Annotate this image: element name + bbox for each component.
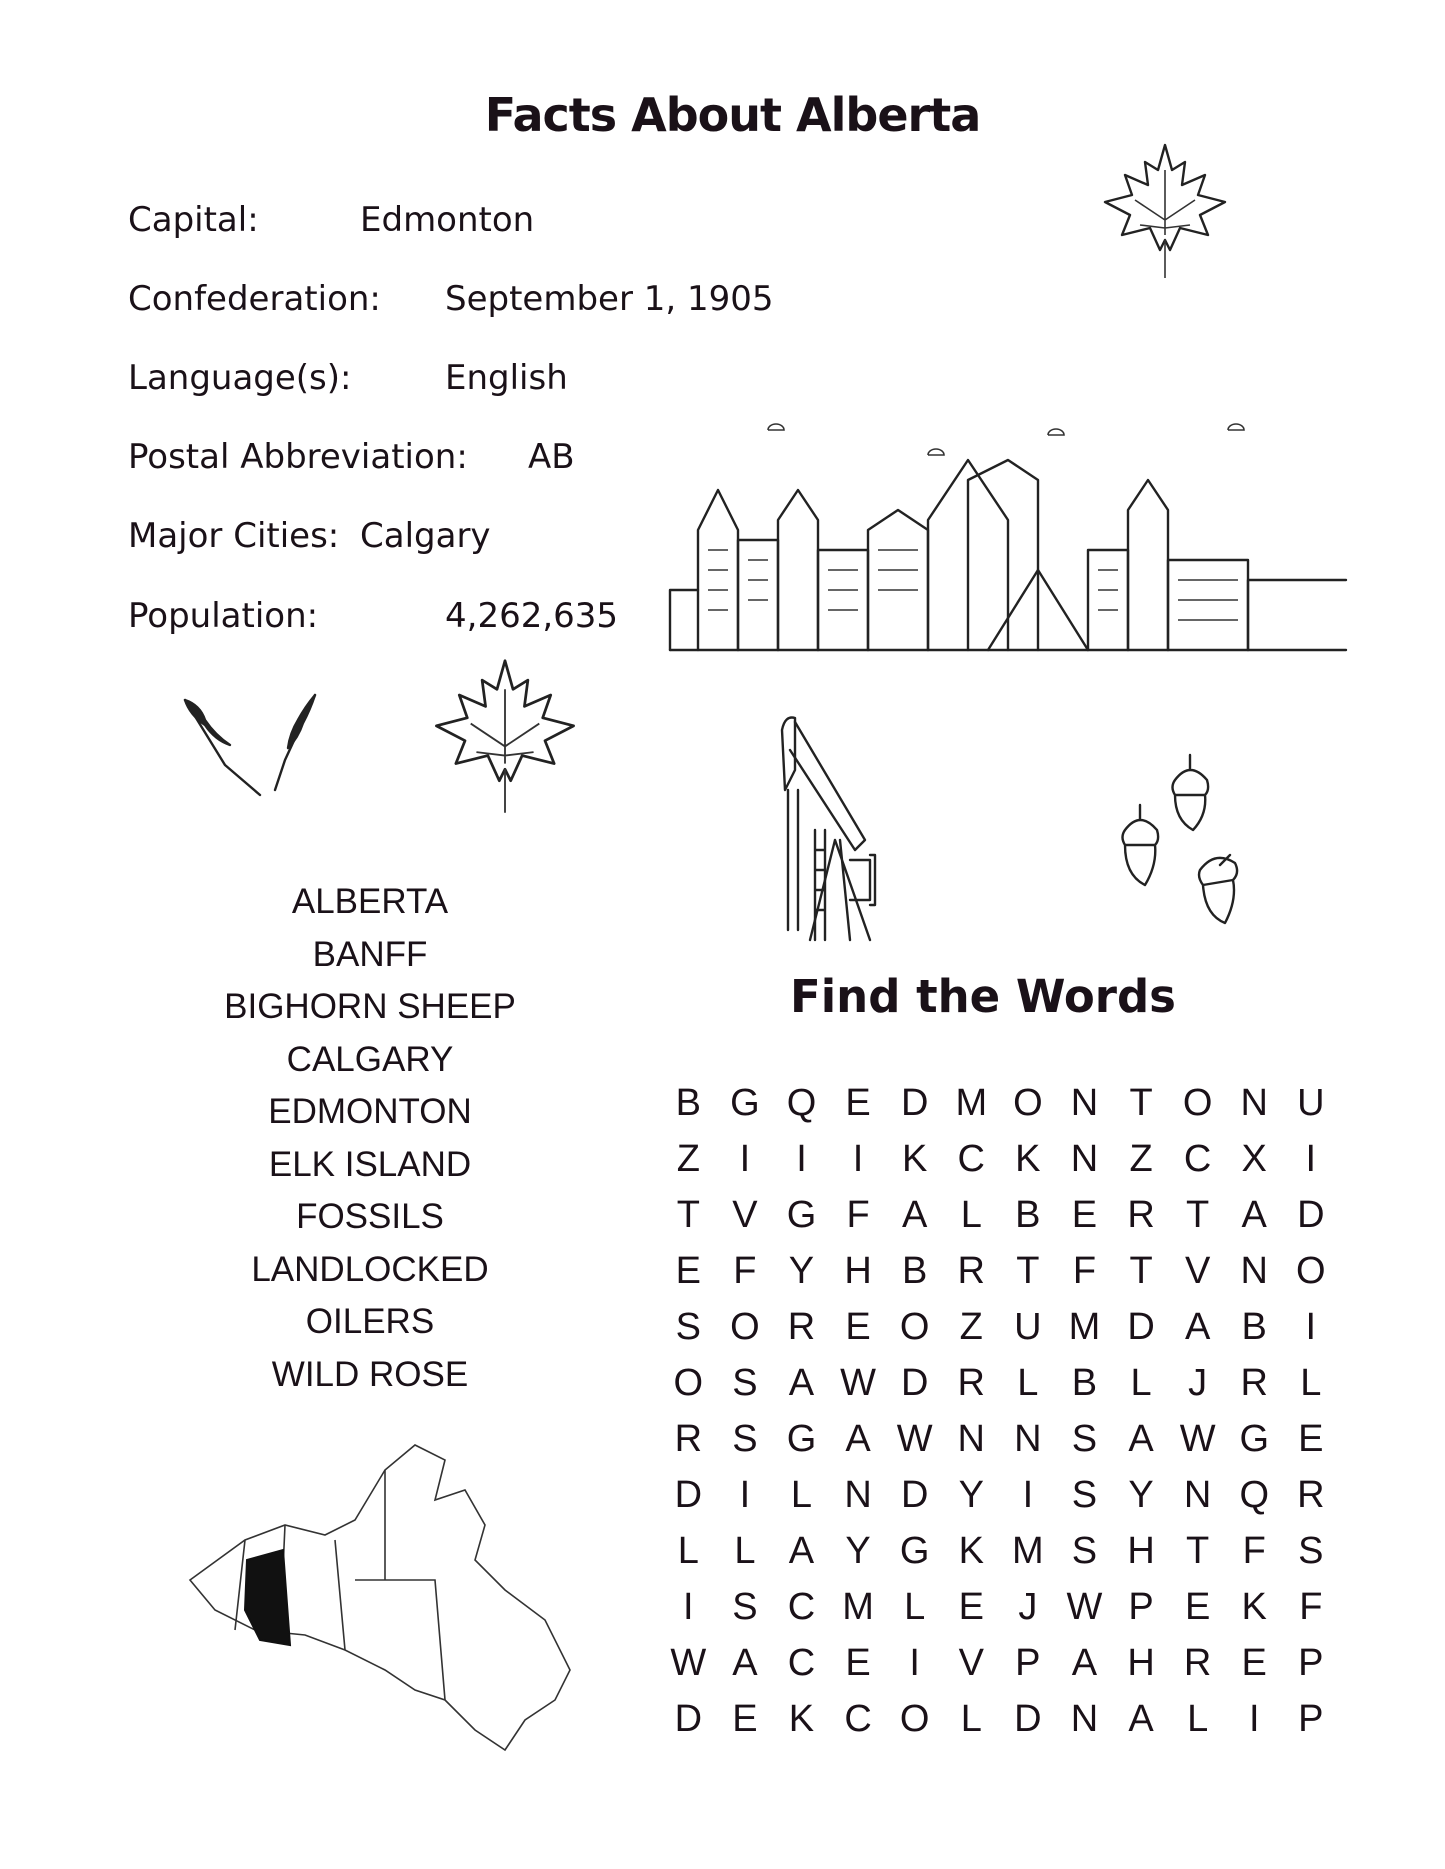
grid-letter[interactable]: E [1071, 1194, 1098, 1236]
grid-letter[interactable]: K [788, 1698, 815, 1740]
grid-letter[interactable]: D [674, 1698, 703, 1740]
grid-letter[interactable]: C [844, 1698, 872, 1740]
grid-letter[interactable]: B [1071, 1362, 1098, 1404]
grid-letter[interactable]: O [1296, 1250, 1326, 1292]
grid-letter[interactable]: T [676, 1194, 700, 1236]
grid-letter[interactable]: Y [845, 1530, 871, 1572]
grid-letter[interactable]: P [1128, 1586, 1154, 1628]
grid-row [660, 1691, 1339, 1747]
grid-letter[interactable]: F [1299, 1586, 1323, 1628]
grid-letter[interactable]: J [1018, 1586, 1038, 1628]
grid-row [660, 1355, 1339, 1411]
word-list-item: ELK ISLAND [268, 1144, 472, 1184]
grid-letter[interactable]: B [1015, 1194, 1041, 1236]
oil-pumpjack-illustration [770, 710, 910, 940]
grid-letter[interactable]: N [1014, 1418, 1042, 1460]
grid-letter[interactable]: A [788, 1530, 815, 1572]
grid-letter[interactable]: G [1239, 1418, 1270, 1460]
fact-value: 4,262,635 [445, 596, 619, 636]
grid-letter[interactable]: L [960, 1698, 982, 1740]
grid-letter[interactable]: A [1241, 1194, 1267, 1236]
grid-row [660, 1299, 1339, 1355]
grid-letter[interactable]: T [1186, 1530, 1210, 1572]
grid-letter[interactable]: O [1013, 1082, 1043, 1124]
grid-letter[interactable]: T [1129, 1250, 1153, 1292]
grid-row [660, 1523, 1339, 1579]
grid-letter[interactable]: E [675, 1250, 701, 1292]
grid-letter[interactable]: V [958, 1642, 984, 1684]
grid-letter[interactable]: E [1298, 1418, 1324, 1460]
grid-row [660, 1411, 1339, 1467]
grid-letter[interactable]: W [1066, 1586, 1103, 1628]
grid-letter[interactable]: Y [788, 1250, 815, 1292]
grid-letter[interactable]: S [732, 1418, 758, 1460]
fact-row [128, 596, 619, 636]
grid-letter[interactable]: I [1305, 1138, 1317, 1180]
fact-row [128, 358, 568, 398]
word-list-item: OILERS [305, 1302, 435, 1341]
grid-letter[interactable]: N [957, 1418, 985, 1460]
grid-letter[interactable]: O [899, 1698, 930, 1740]
grid-letter[interactable]: M [1068, 1306, 1101, 1348]
grid-letter[interactable]: D [1297, 1194, 1325, 1236]
grid-row [660, 1131, 1339, 1187]
grid-letter[interactable]: A [901, 1194, 928, 1236]
grid-letter[interactable]: B [901, 1250, 928, 1292]
grid-letter[interactable]: A [732, 1642, 758, 1684]
grid-letter[interactable]: W [670, 1642, 707, 1684]
grid-letter[interactable]: M [1012, 1530, 1044, 1572]
grid-letter[interactable]: C [957, 1138, 985, 1180]
grid-letter[interactable]: G [899, 1530, 930, 1572]
maple-leaf-icon [425, 655, 585, 815]
grid-letter[interactable]: X [1241, 1138, 1267, 1180]
grid-letter[interactable]: F [1072, 1250, 1097, 1292]
grid-letter[interactable]: R [957, 1250, 985, 1292]
grid-letter[interactable]: N [1183, 1474, 1212, 1516]
grid-letter[interactable]: H [1127, 1530, 1155, 1572]
grid-letter[interactable]: I [1248, 1698, 1260, 1740]
grid-letter[interactable]: S [732, 1362, 758, 1404]
grid-letter[interactable]: I [909, 1642, 920, 1684]
fact-label: Postal Abbreviation: [128, 437, 468, 477]
grid-letter[interactable]: E [958, 1586, 984, 1628]
grid-letter[interactable]: G [786, 1418, 817, 1460]
grid-letter[interactable]: P [1298, 1698, 1324, 1740]
grid-letter[interactable]: E [845, 1642, 871, 1684]
grid-letter[interactable]: V [1184, 1250, 1211, 1292]
grid-letter[interactable]: U [1297, 1082, 1325, 1124]
grid-letter[interactable]: K [958, 1530, 984, 1572]
grid-letter[interactable]: Q [1239, 1474, 1270, 1516]
grid-letter[interactable]: E [732, 1698, 758, 1740]
grid-letter[interactable]: Y [958, 1474, 984, 1516]
grid-letter[interactable]: N [1240, 1250, 1268, 1292]
fact-value: September 1, 1905 [445, 279, 774, 319]
grid-letter[interactable]: C [1183, 1138, 1212, 1180]
canada-map-illustration [185, 1430, 575, 1760]
grid-letter[interactable]: T [1186, 1194, 1210, 1236]
grid-letter[interactable]: N [844, 1474, 872, 1516]
grid-letter[interactable]: C [787, 1642, 816, 1684]
grid-row [660, 1243, 1339, 1299]
grid-letter[interactable]: I [1022, 1474, 1034, 1516]
grid-letter[interactable]: A [1128, 1698, 1154, 1740]
grid-letter[interactable]: B [675, 1082, 701, 1124]
grid-letter[interactable]: O [673, 1362, 704, 1404]
grid-letter[interactable]: M [842, 1586, 874, 1628]
grid-letter[interactable]: G [730, 1082, 760, 1124]
grid-row [660, 1075, 1339, 1131]
grid-row [660, 1467, 1339, 1523]
word-search-grid [660, 1075, 1339, 1747]
grid-letter[interactable]: B [1241, 1306, 1267, 1348]
grid-letter[interactable]: D [1127, 1306, 1155, 1348]
grid-letter[interactable]: W [896, 1418, 933, 1460]
fact-label: Language(s): [128, 358, 352, 398]
acorns-icon [1115, 745, 1265, 925]
grid-letter[interactable]: Z [676, 1138, 700, 1180]
grid-letter[interactable]: S [1298, 1530, 1324, 1572]
grid-letter[interactable]: A [1184, 1306, 1211, 1348]
grid-letter[interactable]: A [1128, 1418, 1154, 1460]
grid-letter[interactable]: L [734, 1530, 756, 1572]
grid-letter[interactable]: E [1241, 1642, 1267, 1684]
word-list-item: WILD ROSE [271, 1354, 469, 1394]
grid-letter[interactable]: U [1014, 1306, 1042, 1348]
grid-letter[interactable]: E [845, 1082, 871, 1124]
fact-value: English [445, 358, 568, 398]
wheat-icon [165, 690, 345, 800]
grid-letter[interactable]: N [1240, 1082, 1268, 1124]
grid-letter[interactable]: Z [1129, 1138, 1153, 1180]
grid-letter[interactable]: K [1241, 1586, 1267, 1628]
city-skyline-illustration [668, 410, 1348, 660]
grid-letter[interactable]: L [960, 1194, 982, 1236]
grid-letter[interactable]: O [730, 1306, 760, 1348]
grid-letter[interactable]: R [674, 1418, 703, 1460]
grid-letter[interactable]: D [1014, 1698, 1042, 1740]
grid-letter[interactable]: O [899, 1306, 930, 1348]
grid-letter[interactable]: G [786, 1194, 817, 1236]
grid-letter[interactable]: D [900, 1474, 929, 1516]
grid-letter[interactable]: V [732, 1194, 758, 1236]
grid-letter[interactable]: S [1071, 1474, 1098, 1516]
word-list-item: FOSSILS [296, 1197, 444, 1236]
grid-letter[interactable]: I [683, 1586, 694, 1628]
page-title: Facts About Alberta [484, 88, 981, 142]
word-list-item: CALGARY [286, 1039, 454, 1079]
word-list-item: BIGHORN SHEEP [224, 987, 516, 1026]
fact-value: Calgary [360, 516, 491, 556]
grid-row [660, 1187, 1339, 1243]
grid-row [660, 1579, 1339, 1635]
grid-letter[interactable]: S [1071, 1418, 1098, 1460]
grid-letter[interactable]: I [1305, 1306, 1317, 1348]
grid-letter[interactable]: L [1017, 1362, 1039, 1404]
grid-letter[interactable]: O [1182, 1082, 1213, 1124]
grid-letter[interactable]: L [904, 1586, 926, 1628]
grid-letter[interactable]: F [733, 1250, 757, 1292]
grid-letter[interactable]: L [790, 1474, 813, 1516]
word-list-item: EDMONTON [268, 1092, 472, 1131]
grid-letter[interactable]: C [787, 1586, 816, 1628]
fact-label: Major Cities: [128, 516, 340, 556]
grid-letter[interactable]: R [787, 1306, 816, 1348]
grid-letter[interactable]: I [739, 1474, 751, 1516]
grid-letter[interactable]: Q [786, 1082, 817, 1124]
grid-row [660, 1635, 1339, 1691]
grid-letter[interactable]: A [845, 1418, 871, 1460]
fact-row [128, 437, 575, 477]
grid-letter[interactable]: N [1070, 1082, 1099, 1124]
grid-letter[interactable]: L [1300, 1362, 1322, 1404]
grid-letter[interactable]: N [1070, 1698, 1099, 1740]
grid-letter[interactable]: N [1070, 1138, 1099, 1180]
grid-letter[interactable]: J [1188, 1362, 1208, 1404]
grid-letter[interactable]: L [1130, 1362, 1152, 1404]
grid-letter[interactable]: W [840, 1362, 877, 1404]
grid-letter[interactable]: E [1184, 1586, 1211, 1628]
word-list-item: LANDLOCKED [251, 1249, 489, 1289]
grid-letter[interactable]: K [1015, 1138, 1041, 1180]
grid-letter[interactable]: T [1016, 1250, 1040, 1292]
grid-letter[interactable]: A [788, 1362, 815, 1404]
fact-label: Population: [128, 596, 319, 636]
fact-label: Capital: [128, 200, 259, 240]
fact-value: Edmonton [360, 200, 535, 240]
grid-letter[interactable]: D [674, 1474, 703, 1516]
grid-letter[interactable]: L [1187, 1698, 1209, 1740]
grid-letter[interactable]: H [844, 1250, 872, 1292]
maple-leaf-icon [1100, 140, 1230, 280]
fact-row [128, 516, 491, 556]
grid-letter[interactable]: I [796, 1138, 807, 1180]
grid-letter[interactable]: Y [1128, 1474, 1154, 1516]
grid-letter[interactable]: E [845, 1306, 871, 1348]
grid-letter[interactable]: R [1127, 1194, 1155, 1236]
grid-letter[interactable]: F [1242, 1530, 1266, 1572]
word-list-item: BANFF [312, 934, 428, 974]
grid-letter[interactable]: Z [959, 1306, 983, 1348]
grid-letter[interactable]: W [1179, 1418, 1216, 1460]
grid-letter[interactable]: P [1298, 1642, 1324, 1684]
word-list-item: ALBERTA [291, 882, 449, 921]
grid-letter[interactable]: H [1127, 1642, 1155, 1684]
grid-letter[interactable]: I [852, 1138, 864, 1180]
grid-letter[interactable]: F [846, 1194, 870, 1236]
fact-row [128, 279, 774, 319]
fact-row [128, 200, 535, 240]
grid-letter[interactable]: L [677, 1530, 699, 1572]
grid-letter[interactable]: D [900, 1082, 929, 1124]
grid-letter[interactable]: A [1071, 1642, 1098, 1684]
grid-letter[interactable]: T [1129, 1082, 1153, 1124]
fact-value: AB [528, 437, 575, 477]
grid-letter[interactable]: R [957, 1362, 985, 1404]
grid-letter[interactable]: I [739, 1138, 751, 1180]
grid-letter[interactable]: R [1240, 1362, 1268, 1404]
grid-letter[interactable]: K [901, 1138, 928, 1180]
grid-letter[interactable]: S [732, 1586, 758, 1628]
grid-letter[interactable]: P [1015, 1642, 1041, 1684]
grid-letter[interactable]: D [900, 1362, 929, 1404]
word-list [170, 876, 570, 1401]
grid-letter[interactable]: R [1297, 1474, 1325, 1516]
grid-letter[interactable]: S [675, 1306, 701, 1348]
grid-letter[interactable]: S [1071, 1530, 1098, 1572]
fact-label: Confederation: [128, 279, 381, 319]
grid-letter[interactable]: R [1183, 1642, 1212, 1684]
word-search-title: Find the Words [790, 970, 1176, 1023]
grid-letter[interactable]: M [955, 1082, 988, 1124]
